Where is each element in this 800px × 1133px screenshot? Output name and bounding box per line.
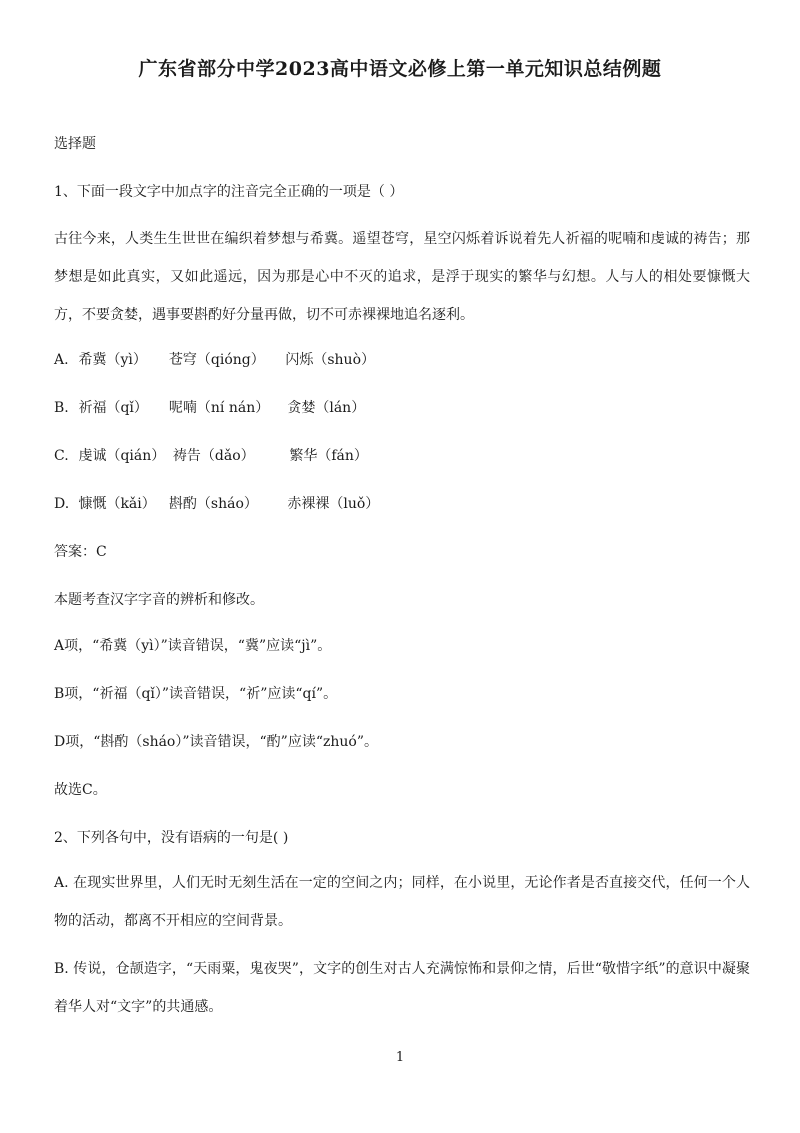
q1-analysis-d: D项，“斟酌（sháo）”读音错误，“酌”应读“zhuó”。 — [54, 734, 378, 750]
q1-option-a — [54, 350, 754, 370]
q2-option-a: A. 在现实世界里，人们无时无刻生活在一定的空间之内；同样，在小说里，无论作者是否直接交代，任何一个人物的活动，都离不开相应的空间背景。 — [54, 875, 750, 929]
option-label: D. — [54, 496, 70, 512]
option-item: 斟酌（sháo） — [168, 496, 258, 512]
q1-conclusion: 故选C。 — [54, 782, 107, 798]
option-item: 希冀（yì） — [78, 352, 147, 368]
option-item: 贪婪（lán） — [287, 400, 366, 416]
q1-option-c — [54, 446, 754, 466]
option-item: 赤裸裸（luǒ） — [287, 496, 380, 512]
option-label: C. — [54, 448, 69, 464]
option-item: 苍穹（qióng） — [168, 352, 265, 368]
q1-analysis-a: A项，“希冀（yì）”读音错误，“冀”应读“jì”。 — [54, 638, 332, 654]
page-number: 1 — [395, 1050, 405, 1065]
option-item: 祈福（qǐ） — [78, 400, 148, 416]
q1-answer: 答案：C — [54, 544, 107, 560]
option-item: 闪烁（shuò） — [285, 352, 376, 368]
option-label: B. — [54, 400, 69, 416]
section-label: 选择题 — [54, 136, 96, 152]
option-item: 繁华（fán） — [289, 448, 368, 464]
option-item: 慷慨（kǎi） — [78, 496, 156, 512]
question-2-stem: 2、下列各句中，没有语病的一句是( ) — [54, 830, 289, 846]
q2-option-b: B. 传说，仓颉造字，“天雨粟，鬼夜哭”，文字的创生对古人充满惊怖和景仰之情，后世“敬惜字纸”的意识中凝聚着华人对“文字”的共通感。 — [54, 961, 750, 1015]
option-item: 虔诚（qián） — [78, 448, 166, 464]
option-item: 祷告（dǎo） — [172, 448, 255, 464]
q1-option-b — [54, 398, 754, 418]
q1-option-d — [54, 494, 754, 514]
q1-analysis-intro: 本题考查汉字字音的辨析和修改。 — [54, 592, 264, 608]
option-label: A. — [54, 352, 69, 368]
option-item: 呢喃（ní nán） — [168, 400, 270, 416]
q1-analysis-b: B项，“祈福（qǐ）”读音错误，“祈”应读“qí”。 — [54, 686, 338, 702]
page-title: 广东省部分中学2023高中语文必修上第一单元知识总结例题 — [138, 58, 662, 80]
question-1-passage: 古往今来，人类生生世世在编织着梦想与希冀。遥望苍穹，星空闪烁着诉说着先人祈福的呢喃和虔诚的祷告；那梦想是如此真实，又如此遥远，因为那是心中不灭的追求，是浮于现实的繁华与幻想。人与人的相处要慷慨大方，不要贪婪，遇事要斟酌好分量再做，切不可赤裸裸地追名逐利。 — [54, 231, 750, 323]
question-1-stem: 1、下面一段文字中加点字的注音完全正确的一项是（ ） — [54, 184, 404, 200]
